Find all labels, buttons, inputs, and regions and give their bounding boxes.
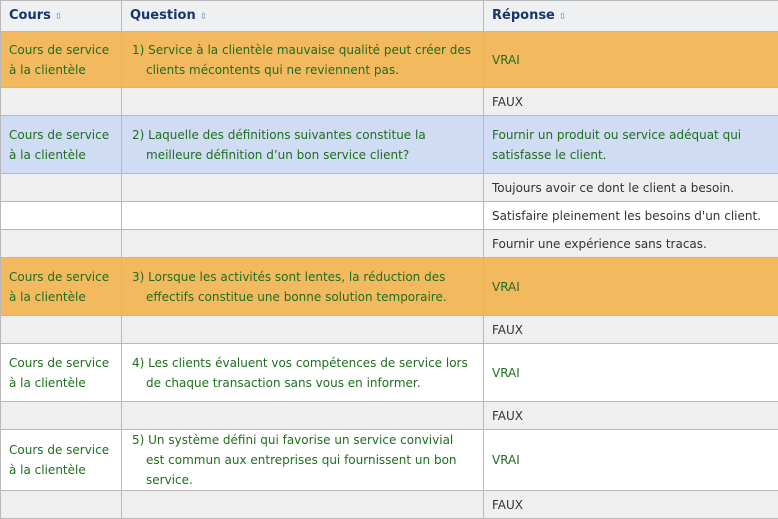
answer-cell[interactable]: Satisfaire pleinement les besoins d'un client. xyxy=(484,202,778,230)
table-row xyxy=(1,116,778,174)
question-text: 5) Un système défini qui favorise un service convivial est commun aux entreprises qui fournissent un bon service. xyxy=(132,430,475,490)
column-header-label: Question xyxy=(130,8,196,23)
answer-cell[interactable]: VRAI xyxy=(484,344,778,402)
empty-cell xyxy=(1,491,122,519)
question-text: 3) Lorsque les activités sont lentes, la réduction des effectifs constitue une bonne solution temporaire. xyxy=(132,267,475,307)
column-header-label: Cours xyxy=(9,8,51,23)
course-cell: Cours de service à la clientèle xyxy=(1,258,122,316)
empty-cell xyxy=(122,230,484,258)
empty-cell xyxy=(1,230,122,258)
table-row xyxy=(1,202,778,230)
answer-cell[interactable]: VRAI xyxy=(484,430,778,491)
table-row xyxy=(1,230,778,258)
empty-cell xyxy=(122,202,484,230)
empty-cell xyxy=(122,402,484,430)
table-row xyxy=(1,316,778,344)
answer-cell[interactable]: FAUX xyxy=(484,491,778,519)
answer-cell[interactable]: Fournir une expérience sans tracas. xyxy=(484,230,778,258)
table-row xyxy=(1,344,778,402)
table-header-row xyxy=(1,1,778,32)
empty-cell xyxy=(122,88,484,116)
empty-cell xyxy=(122,174,484,202)
table-row xyxy=(1,258,778,316)
table-row xyxy=(1,402,778,430)
question-cell xyxy=(122,258,484,316)
column-header-cours[interactable] xyxy=(1,1,122,32)
answer-cell[interactable]: Toujours avoir ce dont le client a besoin. xyxy=(484,174,778,202)
answer-cell[interactable]: VRAI xyxy=(484,258,778,316)
empty-cell xyxy=(1,316,122,344)
sort-updown-icon[interactable]: ⇳ xyxy=(559,12,567,22)
empty-cell xyxy=(122,491,484,519)
empty-cell xyxy=(1,88,122,116)
column-header-question[interactable] xyxy=(122,1,484,32)
column-header-label: Réponse xyxy=(492,8,555,23)
empty-cell xyxy=(1,202,122,230)
course-cell: Cours de service à la clientèle xyxy=(1,32,122,88)
course-cell: Cours de service à la clientèle xyxy=(1,430,122,491)
empty-cell xyxy=(1,402,122,430)
course-cell: Cours de service à la clientèle xyxy=(1,116,122,174)
question-text: 1) Service à la clientèle mauvaise qualité peut créer des clients mécontents qui ne reviennent pas. xyxy=(132,40,475,80)
answer-cell[interactable]: FAUX xyxy=(484,316,778,344)
table-row xyxy=(1,32,778,88)
answer-cell[interactable]: VRAI xyxy=(484,32,778,88)
table-row xyxy=(1,491,778,519)
question-cell xyxy=(122,430,484,491)
question-text: 2) Laquelle des définitions suivantes constitue la meilleure définition d’un bon service client? xyxy=(132,125,475,165)
empty-cell xyxy=(122,316,484,344)
answer-cell[interactable]: FAUX xyxy=(484,88,778,116)
sort-updown-icon[interactable]: ⇳ xyxy=(200,12,208,22)
question-cell xyxy=(122,116,484,174)
question-text: 4) Les clients évaluent vos compétences de service lors de chaque transaction sans vous en informer. xyxy=(132,353,475,393)
empty-cell xyxy=(1,174,122,202)
answer-cell[interactable]: Fournir un produit ou service adéquat qui satisfasse le client. xyxy=(484,116,778,174)
column-header-reponse[interactable] xyxy=(484,1,778,32)
question-cell xyxy=(122,32,484,88)
sort-updown-icon[interactable]: ⇳ xyxy=(55,12,63,22)
table-row xyxy=(1,88,778,116)
table-row xyxy=(1,174,778,202)
course-cell: Cours de service à la clientèle xyxy=(1,344,122,402)
answer-cell[interactable]: FAUX xyxy=(484,402,778,430)
table-row xyxy=(1,430,778,491)
question-cell xyxy=(122,344,484,402)
